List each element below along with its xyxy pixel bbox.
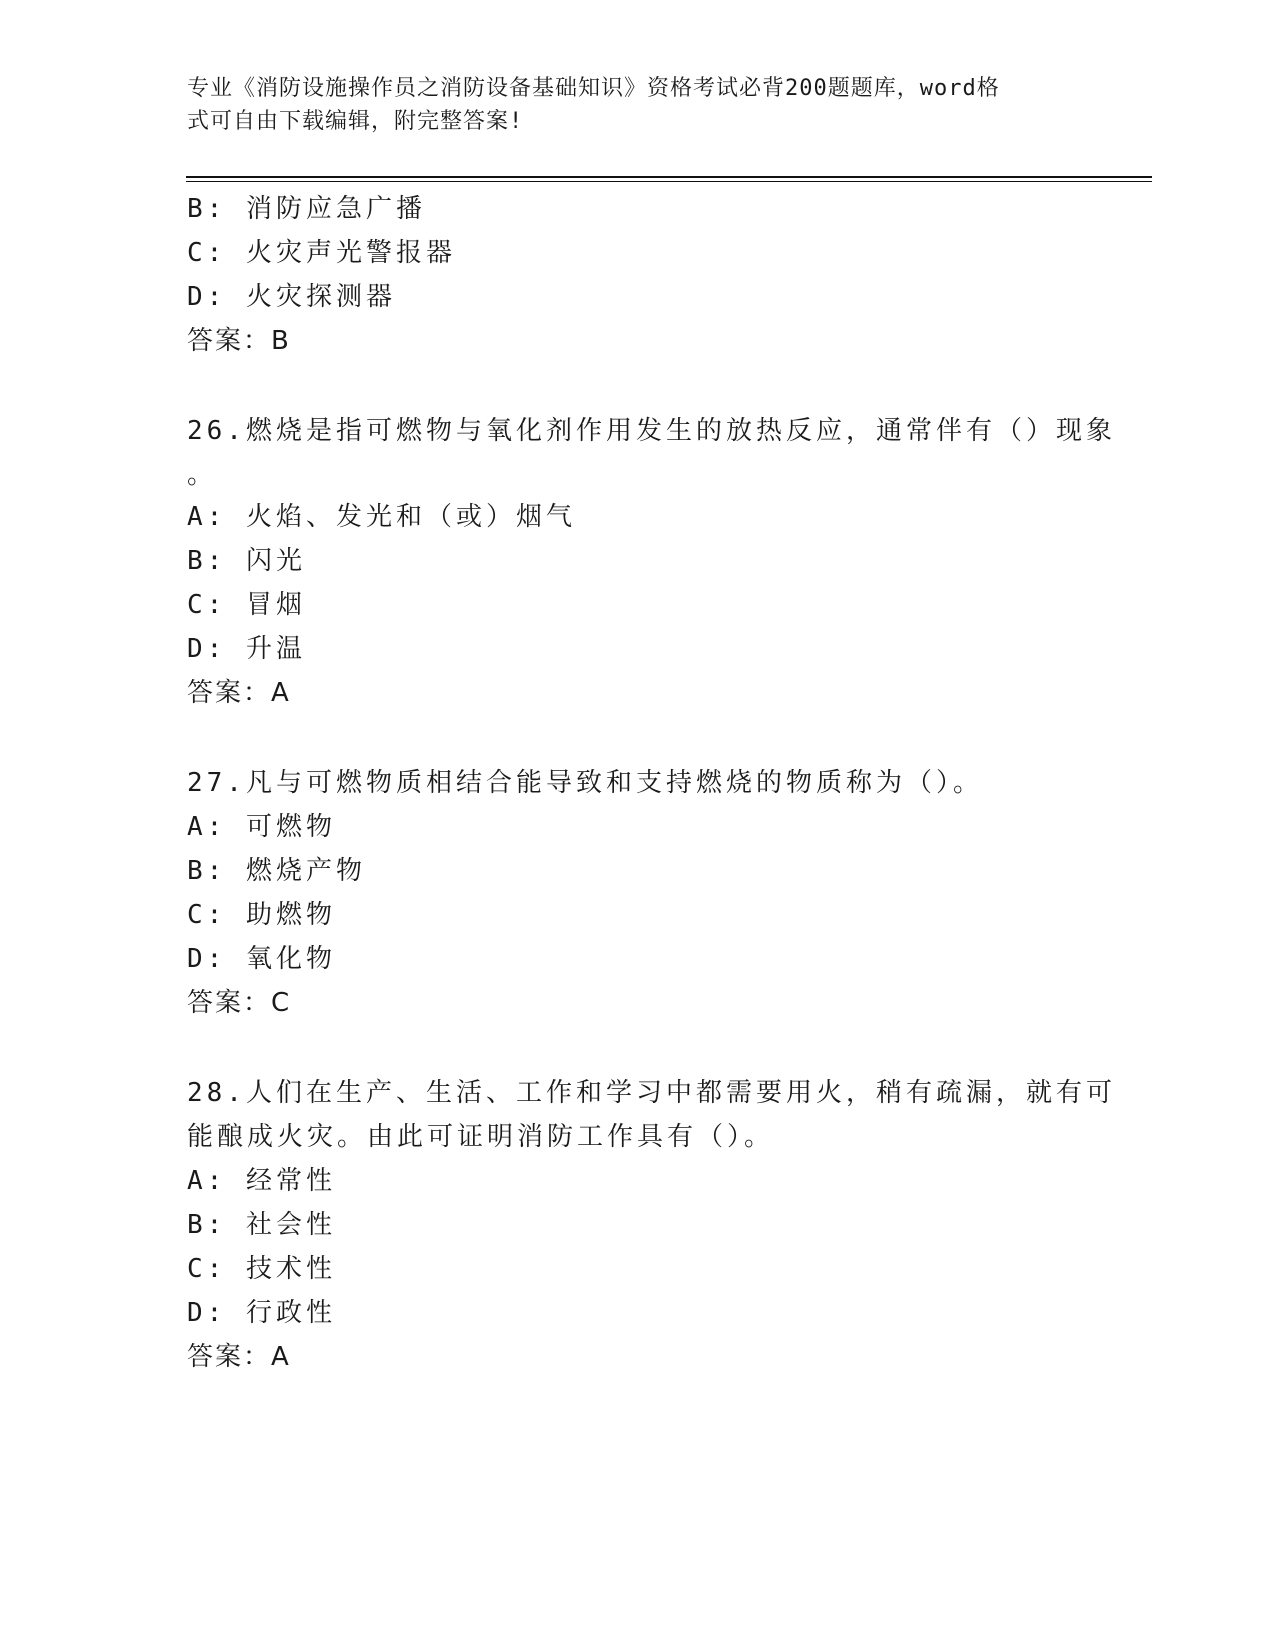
q26-option-b: B: 闪光 bbox=[187, 546, 306, 576]
q25-option-c: C: 火灾声光警报器 bbox=[187, 238, 456, 268]
q26-option-a: A: 火焰、发光和（或）烟气 bbox=[187, 502, 576, 532]
q28-option-c: C: 技术性 bbox=[187, 1254, 336, 1284]
document-header bbox=[187, 72, 1067, 138]
q26-stem-line-2: 。 bbox=[187, 460, 218, 490]
q26-stem-line-1: 26.燃烧是指可燃物与氧化剂作用发生的放热反应，通常伴有（）现象 bbox=[187, 416, 1116, 446]
q26-option-c: C: 冒烟 bbox=[187, 590, 306, 620]
q28-option-a: A: 经常性 bbox=[187, 1166, 336, 1196]
q27-answer: 答案：C bbox=[187, 988, 292, 1018]
q28-stem-line-2: 能酿成火灾。由此可证明消防工作具有（）。 bbox=[187, 1122, 775, 1152]
q27-stem-line-1: 27.凡与可燃物质相结合能导致和支持燃烧的物质称为（）。 bbox=[187, 768, 983, 798]
header-divider-thick bbox=[186, 176, 1152, 178]
q27-option-a: A: 可燃物 bbox=[187, 812, 336, 842]
q26-option-d: D: 升温 bbox=[187, 634, 306, 664]
q25-option-d: D: 火灾探测器 bbox=[187, 282, 396, 312]
header-divider-thin bbox=[186, 181, 1152, 182]
q28-option-d: D: 行政性 bbox=[187, 1298, 336, 1328]
q28-option-b: B: 社会性 bbox=[187, 1210, 336, 1240]
q27-option-b: B: 燃烧产物 bbox=[187, 856, 366, 886]
q26-answer: 答案：A bbox=[187, 678, 291, 708]
header-line-1: 专业《消防设施操作员之消防设备基础知识》资格考试必背200题题库，word格 bbox=[187, 76, 1000, 101]
q27-option-c: C: 助燃物 bbox=[187, 900, 336, 930]
q28-stem-line-1: 28.人们在生产、生活、工作和学习中都需要用火，稍有疏漏，就有可 bbox=[187, 1078, 1116, 1108]
header-line-2: 式可自由下载编辑，附完整答案! bbox=[187, 109, 524, 134]
q27-option-d: D: 氧化物 bbox=[187, 944, 336, 974]
q25-option-b: B: 消防应急广播 bbox=[187, 194, 426, 224]
q28-answer: 答案：A bbox=[187, 1342, 291, 1372]
q25-answer: 答案：B bbox=[187, 326, 291, 356]
